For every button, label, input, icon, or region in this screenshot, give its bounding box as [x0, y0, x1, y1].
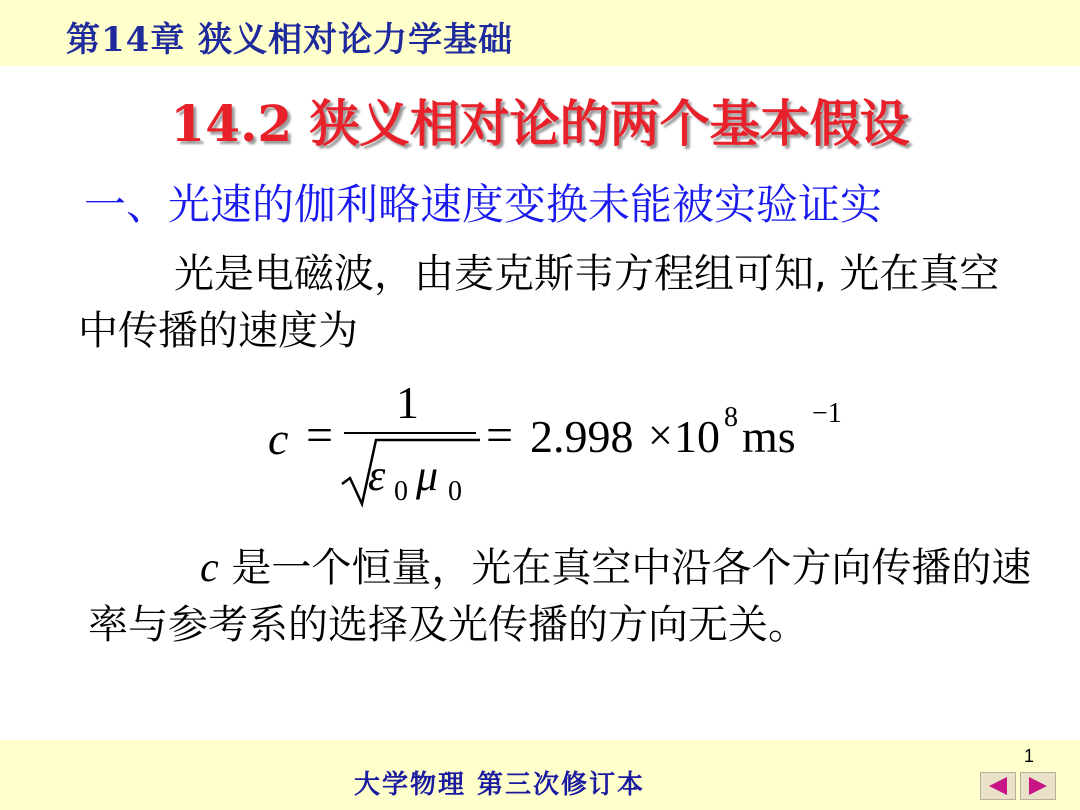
- triangle-left-icon: [981, 773, 1015, 799]
- formula-exponent: 8: [724, 402, 738, 433]
- section-subheading: 一、光速的伽利略速度变换未能被实验证实: [84, 180, 883, 229]
- section-title: 14.2 狭义相对论的两个基本假设: [170, 94, 910, 153]
- formula-unit: ms: [742, 411, 796, 462]
- next-slide-button[interactable]: [1020, 772, 1056, 800]
- paragraph-2-text: 是一个恒量，光在真空中沿各个方向传播的速率与参考系的选择及光传播的方向无关。: [88, 545, 1032, 648]
- formula-epsilon-subscript: 0: [394, 476, 408, 507]
- speed-of-light-formula: [260, 372, 860, 512]
- formula-value: 2.998: [530, 411, 634, 462]
- footer-book-title: 大学物理 第三次修订本: [354, 770, 646, 800]
- formula-equals-1: =: [306, 409, 334, 462]
- paragraph-1-text: 光是电磁波，由麦克斯韦方程组可知, 光在真空中传播的速度为: [78, 251, 1000, 354]
- formula-base: 10: [674, 411, 720, 462]
- fraction-bar: [344, 432, 476, 434]
- triangle-right-icon: [1021, 773, 1055, 799]
- formula-epsilon: ε: [368, 451, 386, 500]
- formula-numerator: 1: [396, 377, 419, 428]
- formula-unit-exponent: −1: [812, 398, 842, 429]
- formula-times: ×: [648, 411, 673, 460]
- page-number: 1: [1024, 746, 1035, 766]
- variable-c: c: [200, 545, 219, 591]
- formula-mu-subscript: 0: [448, 476, 462, 507]
- chapter-title: 第14章 狭义相对论力学基础: [66, 20, 514, 60]
- formula-equals-2: =: [486, 409, 514, 462]
- paragraph-speed-of-light: [78, 246, 1038, 360]
- formula-lhs: c: [268, 413, 289, 464]
- formula-mu: μ: [416, 451, 439, 500]
- paragraph-constant: [88, 540, 1038, 654]
- previous-slide-button[interactable]: [980, 772, 1016, 800]
